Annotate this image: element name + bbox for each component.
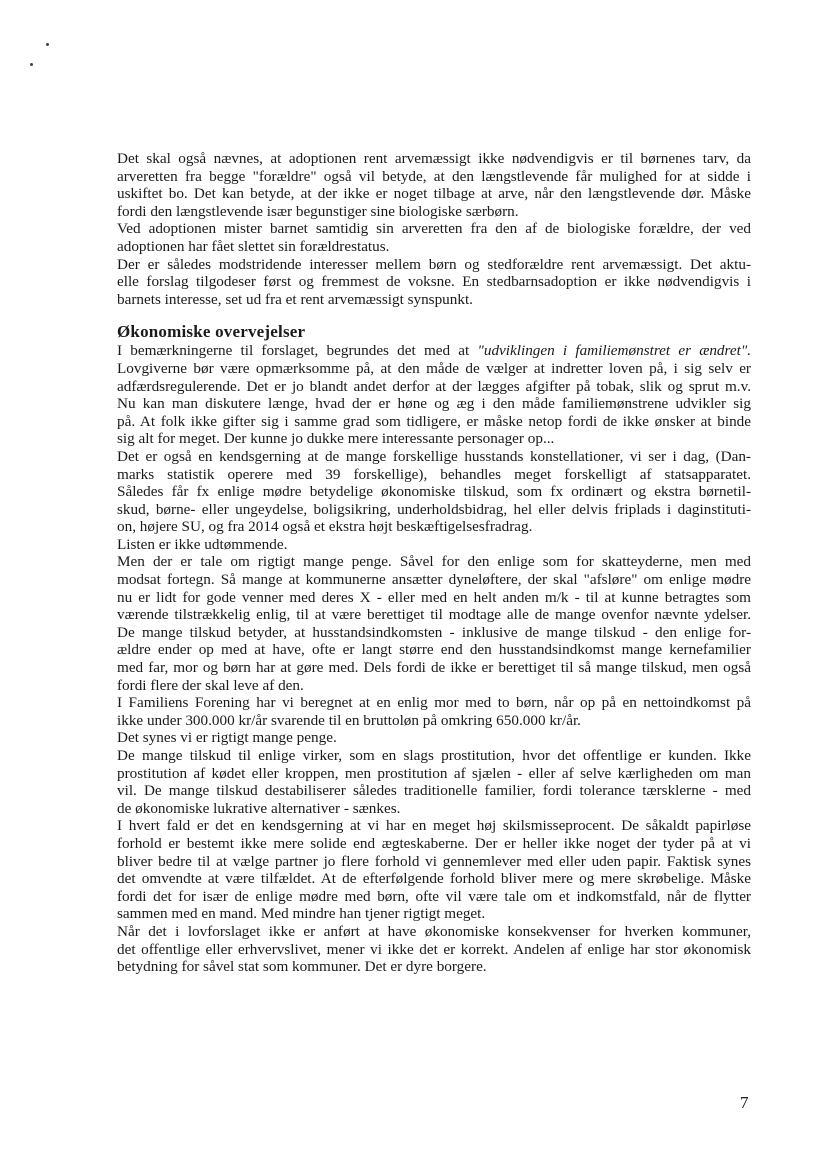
paragraph-block-inheritance [117,150,751,308]
scan-speck [30,63,33,66]
text-line: ældre ender op med at have, ofte er langt større end den husstandsindkomst mange kernefamilier [117,641,751,659]
text-line: Ved adoptionen mister barnet samtidig sin arveretten fra den af de biologiske forældre, der ved [117,220,751,238]
text-line: arveretten fra begge "forældre" også vil betyde, at den længstlevende får mulighed for at sidde i [117,167,751,185]
text-line: bliver bedre til at vælge partner jo flere forhold vi gennemlever med eller uden papir. Faktisk synes [117,852,751,870]
text-line: Nu kan man diskutere længe, hvad der er høne og æg i den måde familiemønstrene udvikler sig [117,395,751,413]
text-line: Men der er tale om rigtigt mange penge. Såvel for den enlige som for skatteyderne, men med [117,553,751,571]
text-line: elle forslag tilgodeser først og fremmest de voksne. En stedbarnsadoption er ikke nødvendigvis i [117,273,751,291]
text-line: det offentlige eller erhvervslivet, mener vi ikke det er korrekt. Andelen af enlige har stor økonomisk [117,940,751,958]
text-line: Lovgiverne bør være opmærksomme på, at den måde de vælger at indretter loven på, i sig selv er [117,359,751,377]
text-line-with-quote [117,342,751,360]
text-line: sammen med en mand. Med mindre han tjener rigtigt meget. [117,905,486,923]
text-line: De mange tilskud til enlige virker, som en slags prostitution, hvor det offentlige er kunden. Ikke [117,747,751,764]
quote-intro: I bemærkningerne til forslaget, begrundes det med at [117,342,478,360]
quote-italic: "udviklingen i familiemønstret er ændret". [477,342,751,360]
text-line: det omvendte at være tilfældet. At de efterfølgende forhold bliver mere og mere skrøbelige. Måske [117,870,751,888]
text-line: Når det i lovforslaget ikke er anført at have økonomiske konsekvenser for hverken kommuner, [117,922,751,940]
text-line: vil. De mange tilskud destabiliserer således traditionelle familier, fordi tolerance tærsklerne - med [117,782,751,800]
text-line: adfærdsregulerende. Det er jo blandt andet derfor at der lægges afgifter på tobak, slik og sprut m.v. [117,377,751,395]
text-line: barnets interesse, set ud fra et rent arvemæssigt synspunkt. [117,290,473,308]
text-line: på. At folk ikke gifter sig i samme grad som tidligere, er måske netop fordi de ikke ønsker at binde [117,412,751,430]
text-line: Det skal også nævnes, at adoptionen rent arvemæssigt ikke nødvendigvis er til børnenes tarv, da [117,150,751,167]
text-line: fordi den længstlevende især begunstiger sine biologiske særbørn. [117,202,519,220]
text-line: nu er lidt for gode venner med deres X - eller med en helt anden m/k - til at kunne betragtes som [117,588,751,606]
section-heading: Økonomiske overvejelser [117,322,306,342]
text-line: de økonomiske lukrative alternativer - sænkes. [117,799,401,817]
text-line: modsat fortegn. Så mange at kommunerne ansætter dyneløftere, der skal "afsløre" om enlige mødre [117,571,751,589]
page-number: 7 [740,1093,749,1112]
document-page [117,150,751,976]
text-line: Det er også en kendsgerning at de mange forskellige husstands konstellationer, vi ser i dag, (Dan- [117,447,751,465]
text-line: adoptionen har fået slettet sin forældrestatus. [117,237,390,255]
text-line: De mange tilskud betyder, at husstandsindkomsten - inklusive de mange tilskud - den enlige for- [117,623,751,641]
text-line: marks statistik operere med 39 forskellige), behandles meget forskelligt af statsapparatet. [117,465,751,483]
scan-speck [46,43,49,46]
text-line: forhold er bestemt ikke mere solide end ægteskaberne. Der er heller ikke noget der tyder på at vi [117,834,751,852]
text-line: I Familiens Forening har vi beregnet at en enlig mor med to børn, når op på en nettoindkomst på [117,694,751,712]
paragraph-block-economy [117,360,751,976]
text-line: betydning for såvel stat som kommuner. Det er dyre borgere. [117,958,487,976]
text-line: Der er således modstridende interesser mellem børn og stedforældre rent arvemæssigt. Det aktu- [117,255,751,273]
text-line: uskiftet bo. Det kan betyde, at der ikke er noget tilbage at arve, når den længstlevende dør. Måske [117,185,751,203]
text-line: Listen er ikke udtømmende. [117,535,288,553]
text-line: prostitution af kødet eller kroppen, men prostitution af sjælen - eller af selve kærligheden om man [117,764,751,782]
text-line: Således får fx enlige mødre betydelige økonomiske tilskud, som fx ordinært og ekstra børnetil- [117,483,751,501]
text-line: fordi det for især de enlige mødre med børn, ofte vil være tale om et indkomstfald, når de flytter [117,887,751,905]
text-line: værende tilstrækkelig enlig, til at være berettiget til modtage alle de mange ovenfor nævnte ydelser. [117,606,751,624]
text-line: on, højere SU, og fra 2014 også et ekstra højt beskæftigelsesfradrag. [117,518,533,536]
text-line: Det synes vi er rigtigt mange penge. [117,729,337,747]
text-line: sig alt for meget. Der kunne jo dukke mere interessante personager op... [117,430,555,448]
text-line: med far, mor og børn har at gøre med. Dels fordi de ikke er berettiget til så mange tilskud, men også [117,659,751,677]
text-line: fordi flere der skal leve af den. [117,676,304,694]
text-line: ikke under 300.000 kr/år svarende til en bruttoløn på omkring 650.000 kr/år. [117,711,581,729]
text-line: skud, børne- eller ungeydelse, boligsikring, underholdsbidrag, hel eller delvis friplads i daginstituti- [117,500,751,518]
text-line: I hvert fald er det en kendsgerning at vi har en meget høj skilsmisseprocent. De såkaldt papirløse [117,817,751,835]
